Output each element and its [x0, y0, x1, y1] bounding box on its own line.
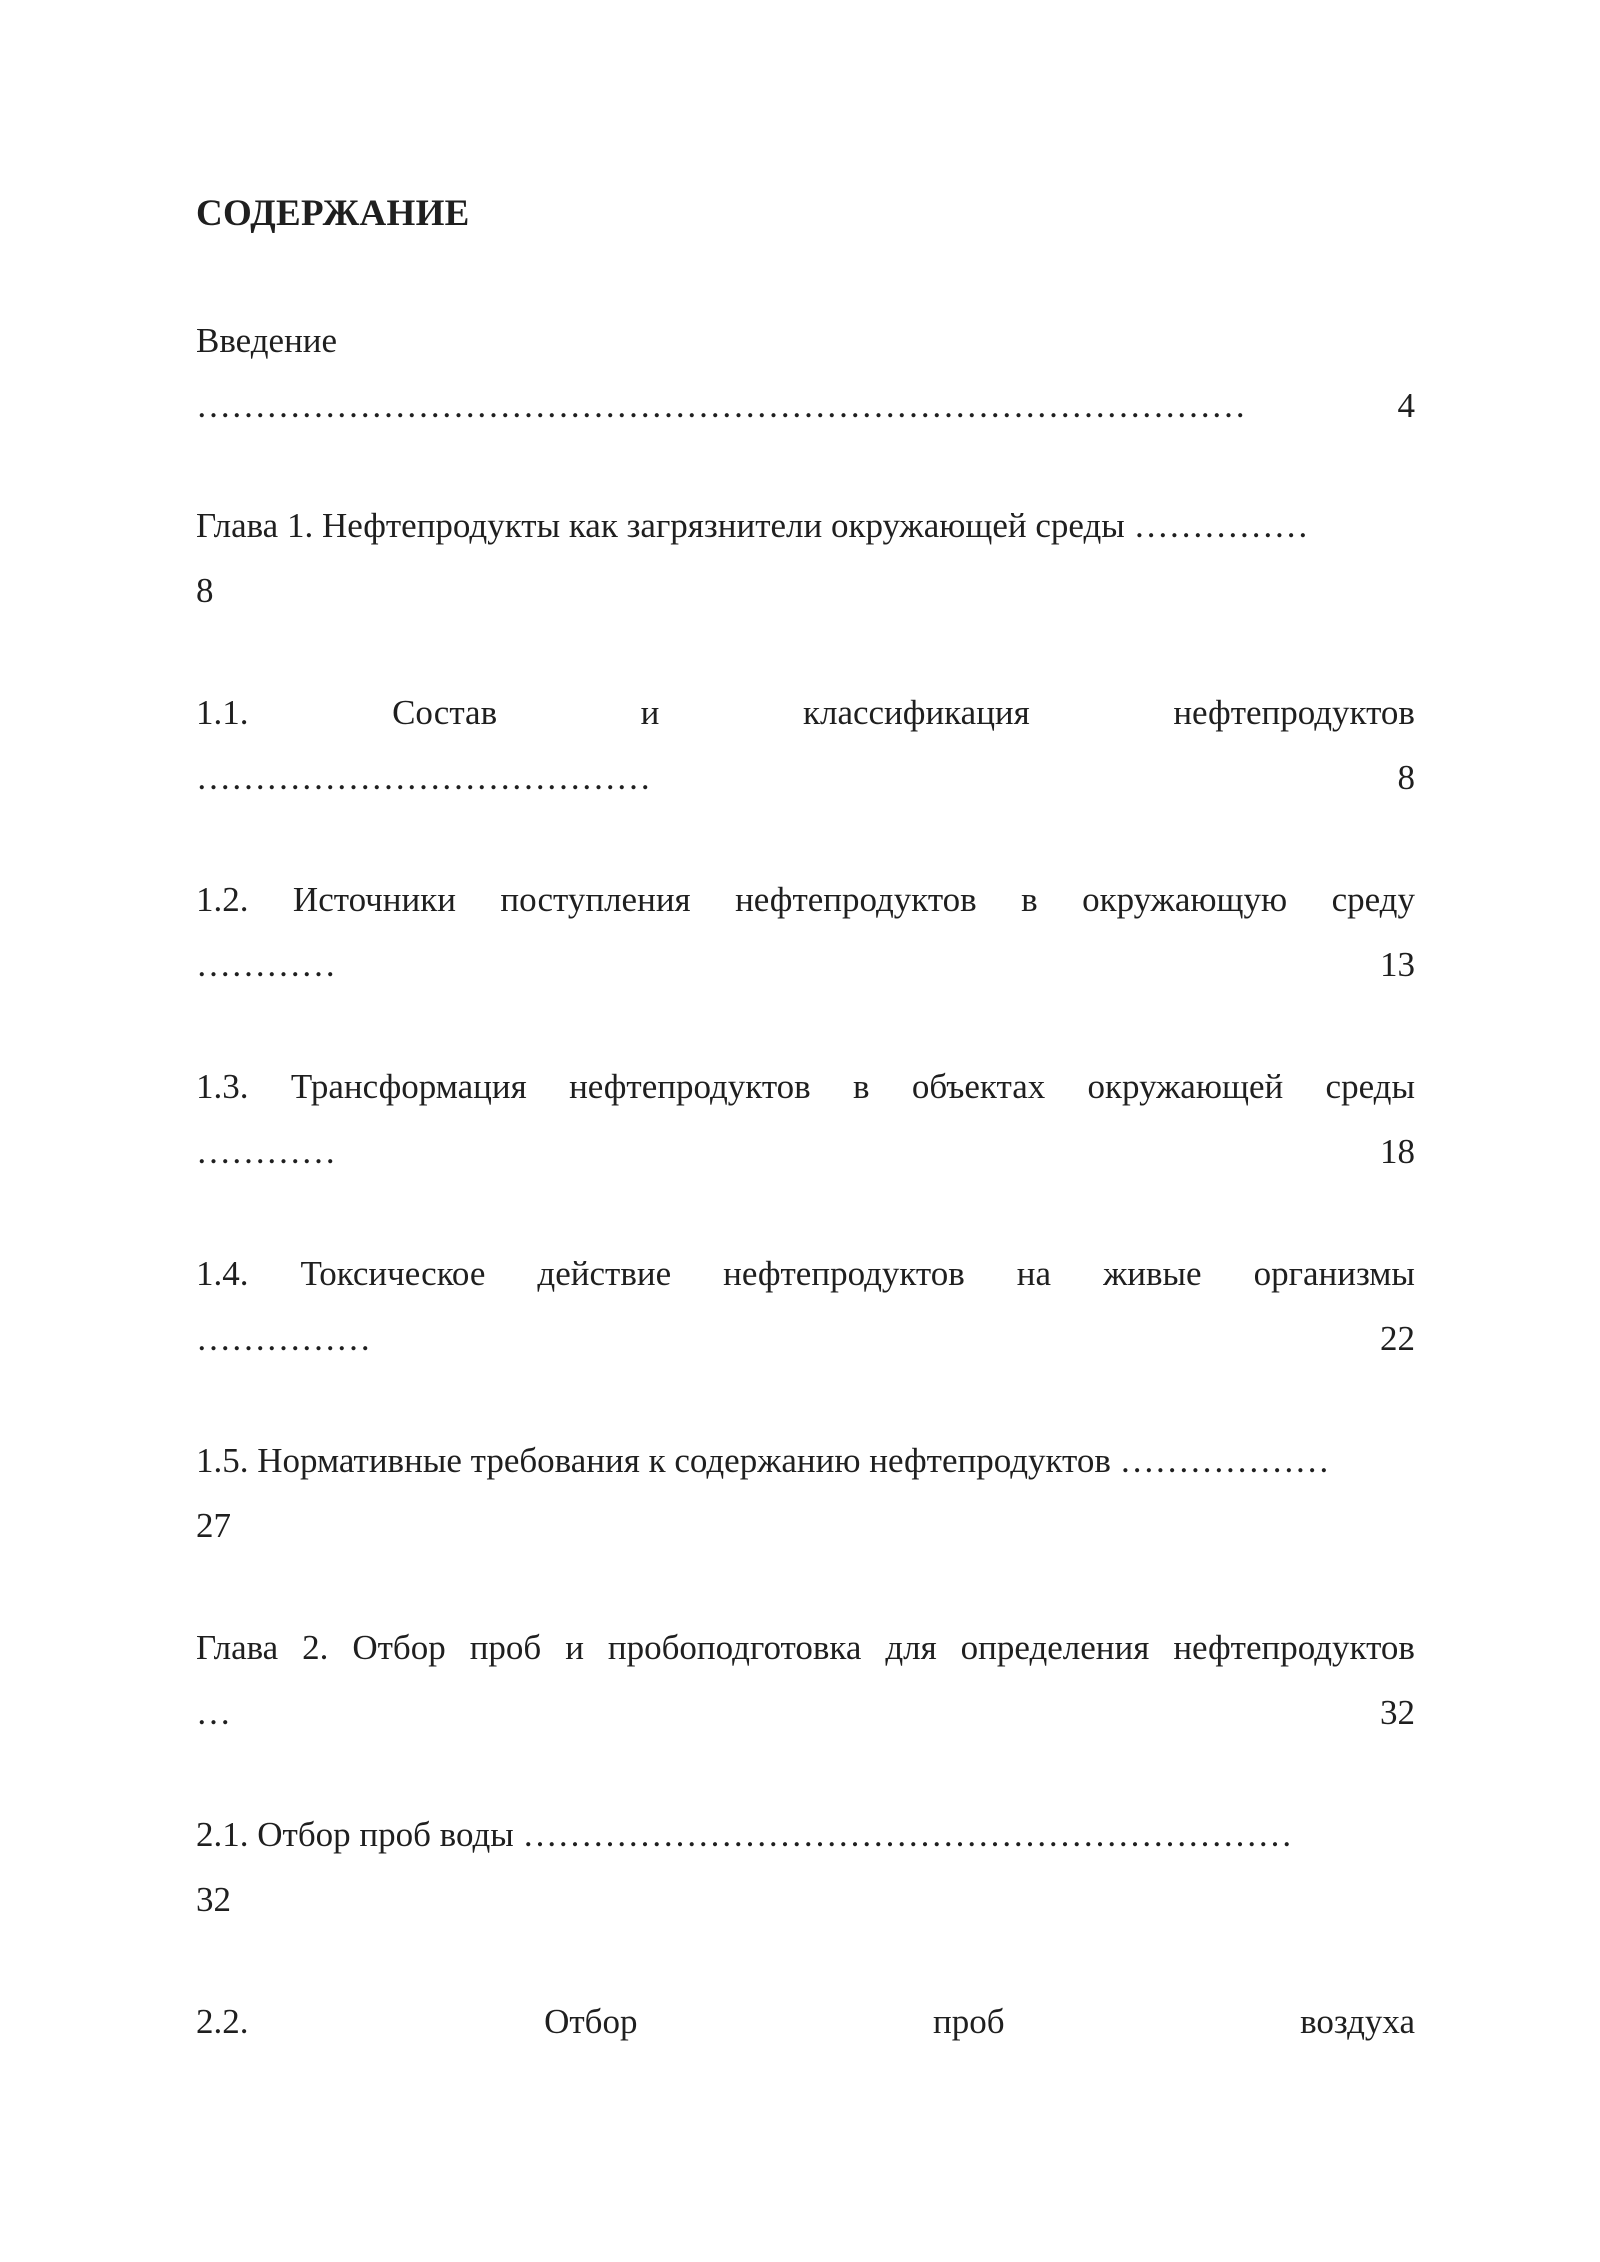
toc-dots: ……………………………………………………………………………… — [196, 386, 1246, 425]
toc-entry-intro-title: Введение — [196, 321, 338, 360]
toc-word: Отбор — [544, 2002, 638, 2041]
toc-word: объектах — [911, 1067, 1046, 1106]
toc-word: Глава — [196, 1628, 279, 1667]
toc-page-number: 22 — [1380, 1319, 1415, 1358]
toc-word: окружающую — [1082, 880, 1288, 919]
toc-dots: …………… — [196, 1319, 371, 1358]
toc-entry-2-2-title — [196, 1999, 1415, 2045]
toc-word: 1.2. — [196, 880, 249, 919]
toc-word: нефтепродуктов — [569, 1067, 811, 1106]
toc-page-number: 4 — [1397, 386, 1415, 425]
toc-word: нефтепродуктов — [1173, 693, 1415, 732]
toc-word: среду — [1331, 880, 1415, 919]
toc-word: на — [1016, 1254, 1052, 1293]
toc-word: нефтепродуктов — [735, 880, 977, 919]
toc-entry-1-4-title — [196, 1251, 1415, 1297]
toc-entry-1-2-title — [196, 877, 1415, 923]
toc-entry-1-5-title: 1.5. Нормативные требования к содержанию нефтепродуктов ……………… — [196, 1441, 1330, 1480]
toc-dots: ………………………………… — [196, 758, 651, 797]
toc-word: Токсическое — [300, 1254, 486, 1293]
toc-word: нефтепродуктов — [1173, 1628, 1415, 1667]
toc-entry-chapter-2-leader — [196, 1690, 1415, 1736]
toc-word: Трансформация — [290, 1067, 527, 1106]
toc-word: в — [853, 1067, 870, 1106]
toc-dots: … — [196, 1693, 231, 1732]
toc-word: в — [1021, 880, 1038, 919]
toc-entry-1-4-leader — [196, 1316, 1415, 1362]
toc-entry-1-3-leader — [196, 1129, 1415, 1175]
toc-dots: ………… — [196, 945, 336, 984]
toc-entry-intro-leader — [196, 383, 1415, 429]
toc-dots: ………… — [196, 1132, 336, 1171]
toc-entry-chapter-1-page: 8 — [196, 571, 214, 610]
toc-word: 1.4. — [196, 1254, 249, 1293]
toc-word: организмы — [1253, 1254, 1415, 1293]
toc-word: воздуха — [1300, 2002, 1415, 2041]
toc-heading: СОДЕРЖАНИЕ — [196, 193, 470, 234]
toc-word: Состав — [392, 693, 498, 732]
toc-word: определения — [960, 1628, 1150, 1667]
toc-entry-2-1-title: 2.1. Отбор проб воды ………………………………………………………… — [196, 1815, 1293, 1854]
toc-entry-chapter-1-title: Глава 1. Нефтепродукты как загрязнители окружающей среды …………… — [196, 506, 1309, 545]
toc-word: 1.1. — [196, 693, 249, 732]
toc-entry-1-1-title — [196, 690, 1415, 736]
toc-word: нефтепродуктов — [723, 1254, 965, 1293]
toc-word: проб — [469, 1628, 542, 1667]
toc-page-number: 8 — [1397, 758, 1415, 797]
toc-word: Источники — [292, 880, 456, 919]
toc-word: 1.3. — [196, 1067, 249, 1106]
toc-entry-1-5-page: 27 — [196, 1506, 231, 1545]
toc-page-number: 32 — [1380, 1693, 1415, 1732]
toc-entry-1-3-title — [196, 1064, 1415, 1110]
toc-entry-2-1-page: 32 — [196, 1880, 231, 1919]
toc-word: действие — [537, 1254, 672, 1293]
toc-word: классификация — [802, 693, 1030, 732]
toc-word: живые — [1103, 1254, 1202, 1293]
toc-word: 2. — [302, 1628, 329, 1667]
toc-word: и — [565, 1628, 584, 1667]
toc-word: среды — [1325, 1067, 1415, 1106]
toc-word: Отбор — [352, 1628, 446, 1667]
toc-entry-1-1-leader — [196, 755, 1415, 801]
toc-word: проб — [933, 2002, 1005, 2041]
toc-entry-1-2-leader — [196, 942, 1415, 988]
toc-word: поступления — [500, 880, 691, 919]
toc-page-number: 18 — [1380, 1132, 1415, 1171]
toc-word: пробоподготовка — [607, 1628, 862, 1667]
toc-word: для — [885, 1628, 937, 1667]
toc-word: окружающей — [1087, 1067, 1284, 1106]
toc-page-number: 13 — [1380, 945, 1415, 984]
toc-word: 2.2. — [196, 2002, 249, 2041]
toc-entry-chapter-2-title — [196, 1625, 1415, 1671]
toc-word: и — [640, 693, 660, 732]
